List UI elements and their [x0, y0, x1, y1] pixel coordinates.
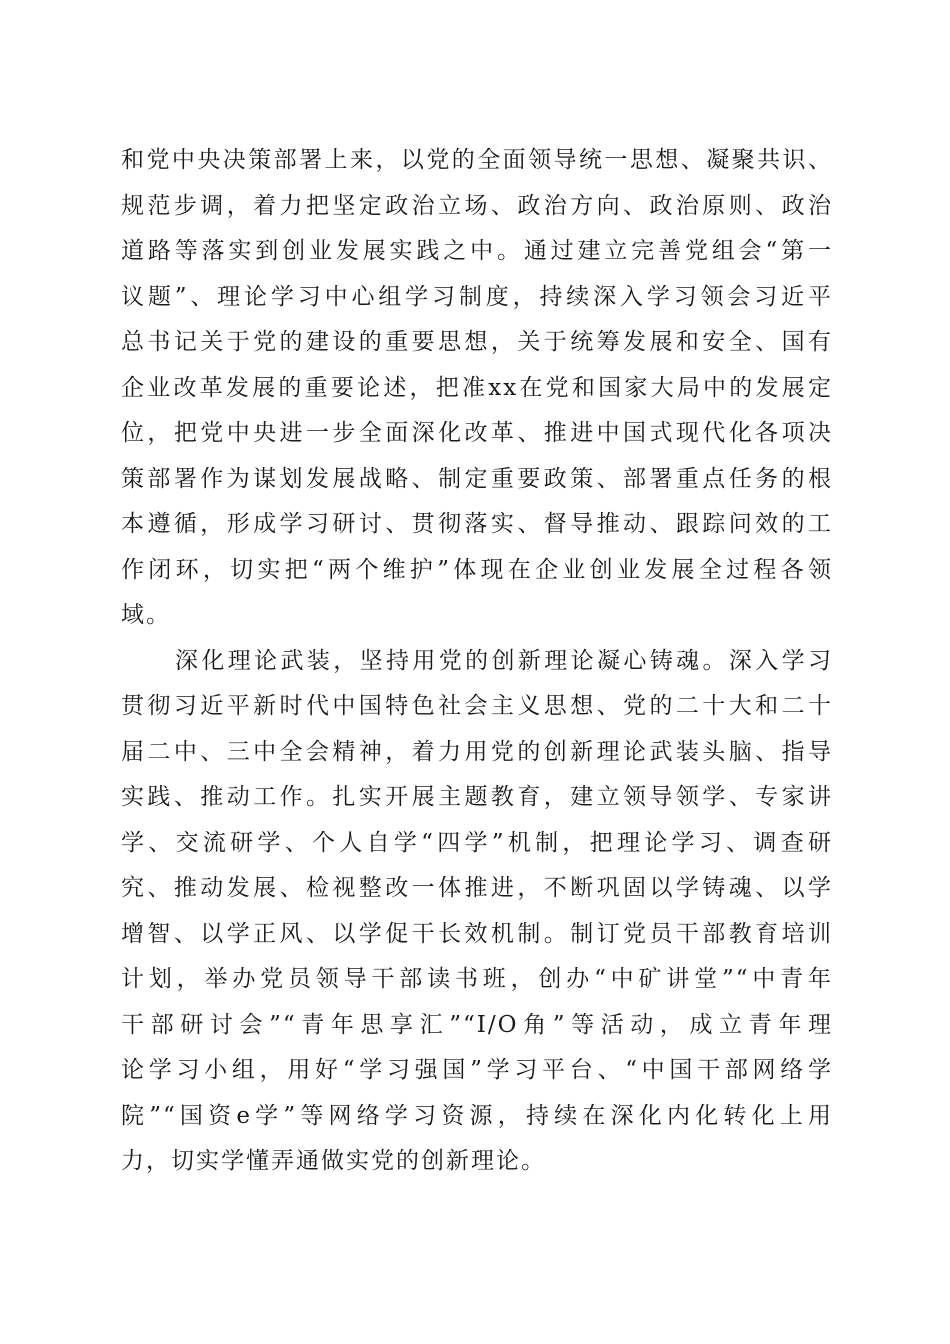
- text-line: 总书记关于党的建设的重要思想，关于统筹发展和安全、国有: [121, 329, 833, 355]
- text-line: 域。: [121, 602, 171, 628]
- text-line: 道路等落实到创业发展实践之中。通过建立完善党组会“第一: [121, 238, 833, 264]
- text-line: 增智、以学正风、以学促干长效机制。制订党员干部教育培训: [121, 920, 833, 947]
- text-line: 和党中央决策部署上来，以党的全面领导统一思想、凝聚共识、: [121, 147, 833, 173]
- text-line: 议题”、理论学习中心组学习制度，持续深入学习领会习近平: [121, 283, 833, 310]
- text-line: 本遵循，形成学习研讨、贯彻落实、督导推动、跟踪问效的工: [121, 511, 833, 537]
- text-line: 学、交流研学、个人自学“四学”机制，把理论学习、调查研: [121, 829, 833, 856]
- text-line: 位，把党中央进一步全面深化改革、推进中国式现代化各项决: [121, 420, 833, 446]
- text-line: 届二中、三中全会精神，着力用党的创新理论武装头脑、指导: [121, 738, 833, 765]
- text-line: 计划，举办党员领导干部读书班，创办“中矿讲堂”“中青年: [121, 966, 833, 992]
- text-line: 贯彻习近平新时代中国特色社会主义思想、党的二十大和二十: [121, 693, 833, 719]
- text-line: 策部署作为谋划发展战略、制定重要政策、部署重点任务的根: [121, 465, 833, 492]
- text-line: 院”“国资e学”等网络学习资源，持续在深化内化转化上用: [121, 1102, 833, 1129]
- body-text: [121, 138, 833, 1185]
- text-line: 实践、推动工作。扎实开展主题教育，建立领导领学、专家讲: [121, 784, 833, 810]
- text-line: 企业改革发展的重要论述，把准xx在党和国家大局中的发展定: [121, 374, 833, 401]
- text-line: 作闭环，切实把“两个维护”体现在企业创业发展全过程各领: [121, 556, 833, 583]
- text-line: 力，切实学懂弄通做实党的创新理论。: [121, 1148, 546, 1174]
- text-line: 究、推动发展、检视整改一体推进，不断巩固以学铸魂、以学: [121, 875, 833, 901]
- text-line: 论学习小组，用好“学习强国”学习平台、“中国干部网络学: [121, 1057, 833, 1083]
- text-line: 深化理论武装，坚持用党的创新理论凝心铸魂。深入学习: [175, 647, 833, 674]
- text-line: 规范步调，着力把坚定政治立场、政治方向、政治原则、政治: [121, 192, 833, 219]
- text-line: 干部研讨会”“青年思享汇”“I/O角”等活动，成立青年理: [121, 1011, 833, 1038]
